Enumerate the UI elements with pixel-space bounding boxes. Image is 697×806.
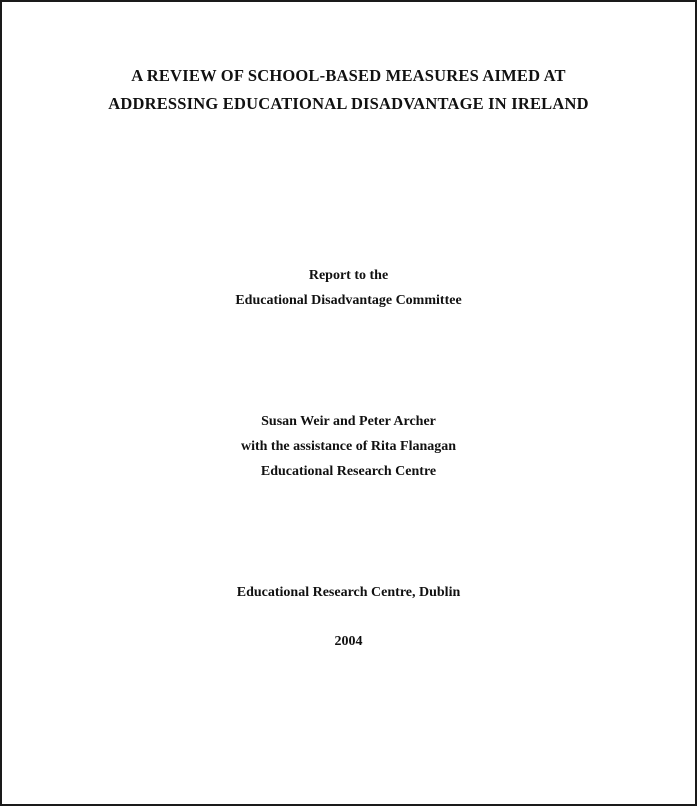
assistance-line: with the assistance of Rita Flanagan — [240, 439, 457, 454]
authors-line: Susan Weir and Peter Archer — [261, 414, 436, 429]
year-line: 2004 — [334, 634, 363, 649]
title-line-2: ADDRESSING EDUCATIONAL DISADVANTAGE IN IRELAND — [108, 94, 589, 113]
publisher-line: Educational Research Centre, Dublin — [236, 585, 461, 600]
affiliation-line: Educational Research Centre — [260, 464, 437, 479]
report-line-2: Educational Disadvantage Committee — [235, 293, 462, 308]
report-line-1: Report to the — [308, 268, 389, 283]
title-line-1: A REVIEW OF SCHOOL-BASED MEASURES AIMED AT — [131, 66, 566, 85]
